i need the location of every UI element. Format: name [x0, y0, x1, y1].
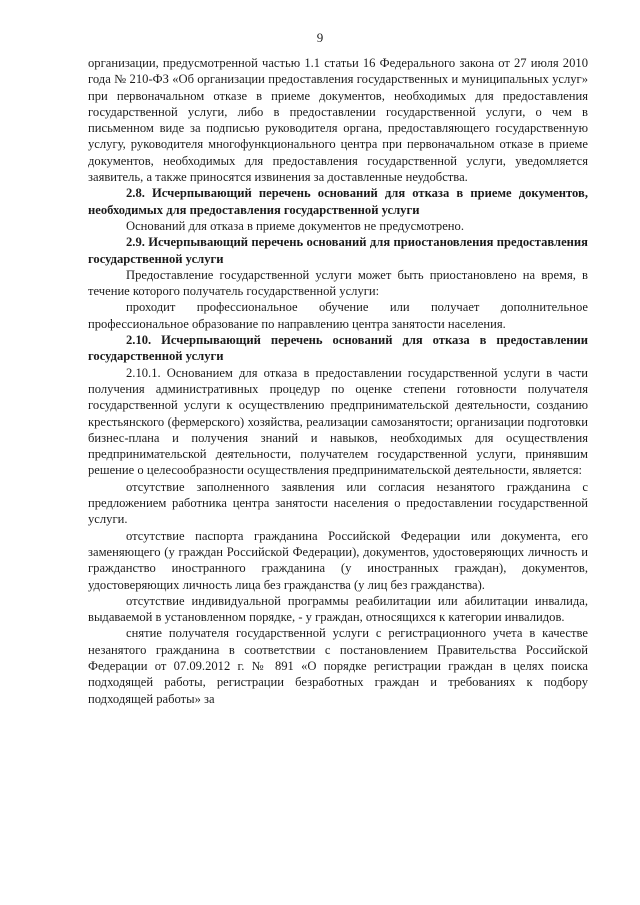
- body-paragraph: 2.10.1. Основанием для отказа в предоставлении государственной услуги в части получения административных процедур по оценке степени готовности получателя государственной услуги к осуществлению предпринимательской деятельности, созданию крестьянского (фермерского) хозяйства, реализации самозанятости; организации подготовки бизнес-плана и получения знаний и навыков, необходимых для осуществления предпринимательской деятельности, получателем государственной услуги, принявшим решение о целесообразности осуществления предпринимательской деятельности, является:: [88, 365, 588, 478]
- document-body: [88, 55, 588, 707]
- body-paragraph: Предоставление государственной услуги может быть приостановлено на время, в течение которого получатель государственной услуги:: [88, 267, 588, 299]
- body-paragraph: проходит профессиональное обучение или получает дополнительное профессиональное образование по направлению центра занятости населения.: [88, 300, 588, 331]
- section-heading: 2.9. Исчерпывающий перечень оснований для приостановления предоставления государственной услуги: [88, 235, 588, 266]
- body-paragraph: Оснований для отказа в приеме документов не предусмотрено.: [126, 218, 464, 233]
- section-heading: 2.8. Исчерпывающий перечень оснований для отказа в приеме документов, необходимых для предоставления государственной услуги: [88, 186, 588, 217]
- section-heading: 2.10. Исчерпывающий перечень оснований для отказа в предоставлении государственной услуги: [88, 333, 588, 364]
- body-paragraph: отсутствие заполненного заявления или согласия незанятого гражданина с предложением работника центра занятости населения о предоставлении государственной услуги.: [88, 479, 588, 527]
- page-number: 9: [316, 30, 324, 45]
- body-paragraph: отсутствие паспорта гражданина Российской Федерации или документа, его заменяющего (у граждан Российской Федерации), документов, удостоверяющих личность и гражданство иностранного гражданина (у иностранных граждан), документов, удостоверяющих личность лица без гражданства (у лиц без гражданства).: [88, 528, 588, 592]
- body-paragraph: отсутствие индивидуальной программы реабилитации или абилитации инвалида, выдаваемой в установленном порядке, - у граждан, относящихся к категории инвалидов.: [88, 593, 588, 625]
- body-paragraph: организации, предусмотренной частью 1.1 статьи 16 Федерального закона от 27 июля 2010 года № 210-ФЗ «Об организации предоставления государственных и муниципальных услуг» при первоначальном отказе в приеме документов, необходимых для предоставления государственной услуги, либо в предоставлении государственной услуги, о чем в письменном виде за подписью руководителя органа, предоставляющего государственную услугу, руководителя многофункционального центра при первоначальном отказе в приеме документов, необходимых для предоставления государственной услуги, уведомляется заявитель, а также приносятся извинения за доставленные неудобства.: [88, 56, 588, 185]
- body-paragraph: снятие получателя государственной услуги с регистрационного учета в качестве незанятого гражданина в соответствии с постановлением Правительства Российской Федерации от 07.09.2012 г. № 891 «О порядке регистрации граждан в целях поиска подходящей работы, регистрации безработных граждан и требованиях к подбору подходящей работы» за: [88, 626, 588, 706]
